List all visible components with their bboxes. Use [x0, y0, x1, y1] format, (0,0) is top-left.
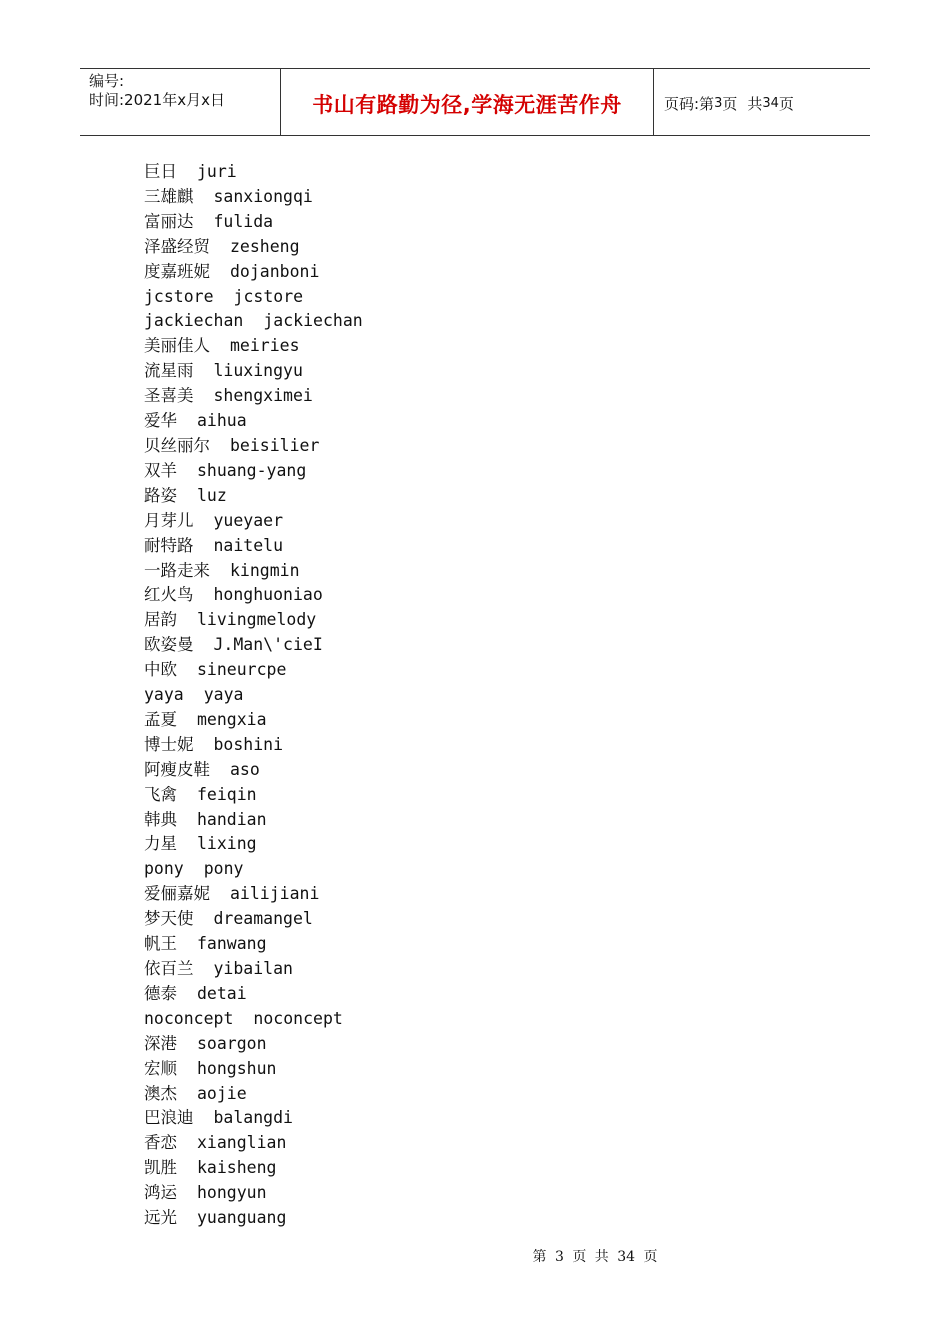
brand-name-en: shengximei	[213, 386, 313, 406]
list-item	[144, 583, 363, 608]
brand-name-cn: 三雄麒	[144, 186, 194, 206]
brand-name-en: soargon	[197, 1033, 267, 1053]
brand-name-en: fanwang	[197, 934, 267, 954]
brand-name-en: kingmin	[230, 560, 300, 580]
brand-name-en: luz	[197, 485, 227, 505]
footer-total-prefix: 共	[594, 1249, 609, 1265]
brand-name-cn: jcstore	[144, 286, 214, 306]
brand-name-cn: jackiechan	[144, 311, 244, 331]
brand-name-en: xianglian	[197, 1133, 287, 1153]
brand-name-cn: 飞禽	[144, 784, 177, 804]
brand-name-en: fulida	[213, 211, 274, 231]
page-code-total-prefix: 共	[747, 94, 763, 113]
footer-unit: 页	[572, 1249, 587, 1265]
brand-name-cn: 深港	[144, 1033, 177, 1053]
brand-name-cn: 德泰	[144, 983, 177, 1003]
footer-current-page: 3	[554, 1249, 564, 1265]
footer-prefix: 第	[532, 1249, 547, 1265]
brand-name-en: yibailan	[213, 959, 293, 978]
brand-name-en: handian	[197, 809, 267, 829]
brand-list	[144, 160, 363, 1231]
brand-name-cn: 贝丝丽尔	[144, 435, 210, 455]
header-motto-cell	[281, 69, 654, 135]
brand-name-cn: 远光	[144, 1208, 177, 1228]
brand-name-cn: 阿瘦皮鞋	[144, 759, 210, 779]
header-page-code	[654, 69, 870, 135]
brand-name-en: lixing	[197, 834, 257, 854]
brand-name-en: feiqin	[197, 784, 257, 804]
list-item	[144, 633, 363, 658]
list-item	[144, 608, 363, 633]
list-item	[144, 907, 363, 932]
list-item	[144, 1007, 363, 1032]
list-item	[144, 459, 363, 484]
list-item	[144, 260, 363, 285]
brand-name-en: mengxia	[197, 709, 267, 729]
list-item	[144, 857, 363, 882]
page-header	[80, 68, 870, 136]
brand-name-cn: 欧姿曼	[144, 635, 194, 655]
brand-name-en: beisilier	[230, 435, 320, 455]
brand-name-en: honghuoniao	[213, 585, 323, 605]
brand-name-en: yaya	[203, 685, 244, 705]
brand-name-en: livingmelody	[197, 610, 317, 630]
brand-name-cn: 梦天使	[144, 909, 194, 929]
list-item	[144, 808, 363, 833]
list-item	[144, 235, 363, 260]
brand-name-en: yueyaer	[213, 510, 284, 530]
list-item	[144, 210, 363, 235]
brand-name-cn: 红火鸟	[144, 585, 194, 605]
page-code-unit: 页	[722, 94, 738, 113]
list-item	[144, 534, 363, 559]
list-item	[144, 434, 363, 459]
page-footer	[0, 1246, 950, 1266]
list-item	[144, 1106, 363, 1131]
brand-name-cn: 居韵	[144, 610, 177, 630]
brand-name-cn: noconcept	[144, 1008, 234, 1028]
header-meta	[80, 69, 281, 135]
document-time-label: 时间:2021年x月x日	[89, 91, 225, 109]
brand-name-cn: 鸿运	[144, 1183, 177, 1203]
list-item	[144, 1206, 363, 1231]
list-item	[144, 1181, 363, 1206]
brand-name-cn: 孟夏	[144, 709, 177, 729]
brand-name-en: J.Man\'cieI	[213, 635, 323, 655]
brand-name-cn: 双羊	[144, 460, 177, 480]
brand-name-en: sanxiongqi	[213, 186, 313, 206]
brand-name-cn: 流星雨	[144, 361, 194, 381]
list-item	[144, 1082, 363, 1107]
brand-name-en: aojie	[197, 1083, 247, 1103]
brand-name-en: pony	[203, 859, 244, 879]
brand-name-cn: 爱俪嘉妮	[144, 884, 210, 904]
brand-name-cn: 凯胜	[144, 1158, 177, 1178]
brand-name-cn: 圣喜美	[144, 386, 194, 406]
header-motto: 书山有路勤为径,学海无涯苦作舟	[312, 93, 622, 117]
brand-name-cn: 度嘉班妮	[144, 261, 210, 281]
brand-name-cn: pony	[144, 859, 184, 879]
brand-name-en: meiries	[230, 336, 300, 356]
brand-name-cn: 依百兰	[144, 959, 194, 978]
brand-name-en: noconcept	[253, 1008, 343, 1028]
list-item	[144, 1131, 363, 1156]
brand-name-cn: 月芽儿	[144, 510, 194, 530]
list-item	[144, 658, 363, 683]
brand-name-en: detai	[197, 983, 247, 1003]
list-item	[144, 783, 363, 808]
brand-name-en: boshini	[213, 734, 284, 754]
list-item	[144, 484, 363, 509]
brand-name-en: yuanguang	[197, 1208, 287, 1228]
list-item	[144, 384, 363, 409]
brand-name-cn: 力星	[144, 834, 177, 854]
page-code-current: 3	[714, 95, 723, 111]
list-item	[144, 1057, 363, 1082]
list-item	[144, 708, 363, 733]
brand-name-cn: 巴浪迪	[144, 1108, 194, 1128]
list-item	[144, 758, 363, 783]
list-item	[144, 160, 363, 185]
list-item	[144, 1032, 363, 1057]
page-code-total: 34	[762, 95, 779, 111]
brand-name-en: ailijiani	[230, 884, 320, 904]
brand-name-en: jackiechan	[263, 311, 363, 331]
brand-name-en: sineurcpe	[197, 660, 287, 680]
brand-name-cn: 耐特路	[144, 535, 194, 555]
list-item	[144, 559, 363, 584]
list-item	[144, 957, 363, 982]
list-item	[144, 409, 363, 434]
list-item	[144, 359, 363, 384]
brand-name-cn: 爱华	[144, 411, 177, 431]
brand-name-cn: 香恋	[144, 1133, 177, 1153]
brand-name-en: balangdi	[213, 1108, 293, 1128]
list-item	[144, 932, 363, 957]
brand-name-en: aso	[230, 759, 260, 779]
footer-total-unit: 页	[643, 1249, 658, 1265]
brand-name-cn: 富丽达	[144, 211, 194, 231]
brand-name-cn: 泽盛经贸	[144, 236, 210, 256]
brand-name-en: aihua	[197, 411, 247, 431]
brand-name-en: juri	[197, 162, 237, 181]
brand-name-cn: yaya	[144, 685, 184, 705]
page-code-label: 页码:第	[664, 94, 715, 113]
list-item	[144, 832, 363, 857]
brand-name-cn: 博士妮	[144, 734, 194, 754]
brand-name-cn: 一路走来	[144, 560, 210, 580]
list-item	[144, 683, 363, 708]
brand-name-en: jcstore	[233, 286, 304, 306]
page-code-total-unit: 页	[778, 94, 794, 113]
brand-name-en: naitelu	[213, 535, 284, 555]
brand-name-cn: 帆王	[144, 934, 177, 954]
brand-name-cn: 宏顺	[144, 1058, 177, 1078]
list-item	[144, 733, 363, 758]
list-item	[144, 285, 363, 310]
brand-name-en: zesheng	[230, 236, 300, 256]
list-item	[144, 334, 363, 359]
brand-name-en: hongshun	[197, 1058, 277, 1078]
footer-total-pages: 34	[617, 1249, 636, 1265]
brand-name-cn: 巨日	[144, 162, 177, 181]
document-number-label: 编号:	[89, 72, 125, 90]
list-item	[144, 185, 363, 210]
brand-name-en: liuxingyu	[213, 361, 303, 381]
brand-name-cn: 韩典	[144, 809, 177, 829]
brand-name-cn: 美丽佳人	[144, 336, 210, 356]
list-item	[144, 1156, 363, 1181]
brand-name-cn: 澳杰	[144, 1083, 177, 1103]
brand-name-en: dojanboni	[230, 261, 320, 281]
brand-name-en: kaisheng	[197, 1158, 277, 1178]
list-item	[144, 509, 363, 534]
brand-name-en: shuang-yang	[197, 460, 307, 480]
brand-name-en: dreamangel	[213, 909, 313, 929]
brand-name-en: hongyun	[197, 1183, 267, 1203]
list-item	[144, 309, 363, 334]
list-item	[144, 982, 363, 1007]
brand-name-cn: 路姿	[144, 485, 177, 505]
brand-name-cn: 中欧	[144, 660, 177, 680]
list-item	[144, 882, 363, 907]
